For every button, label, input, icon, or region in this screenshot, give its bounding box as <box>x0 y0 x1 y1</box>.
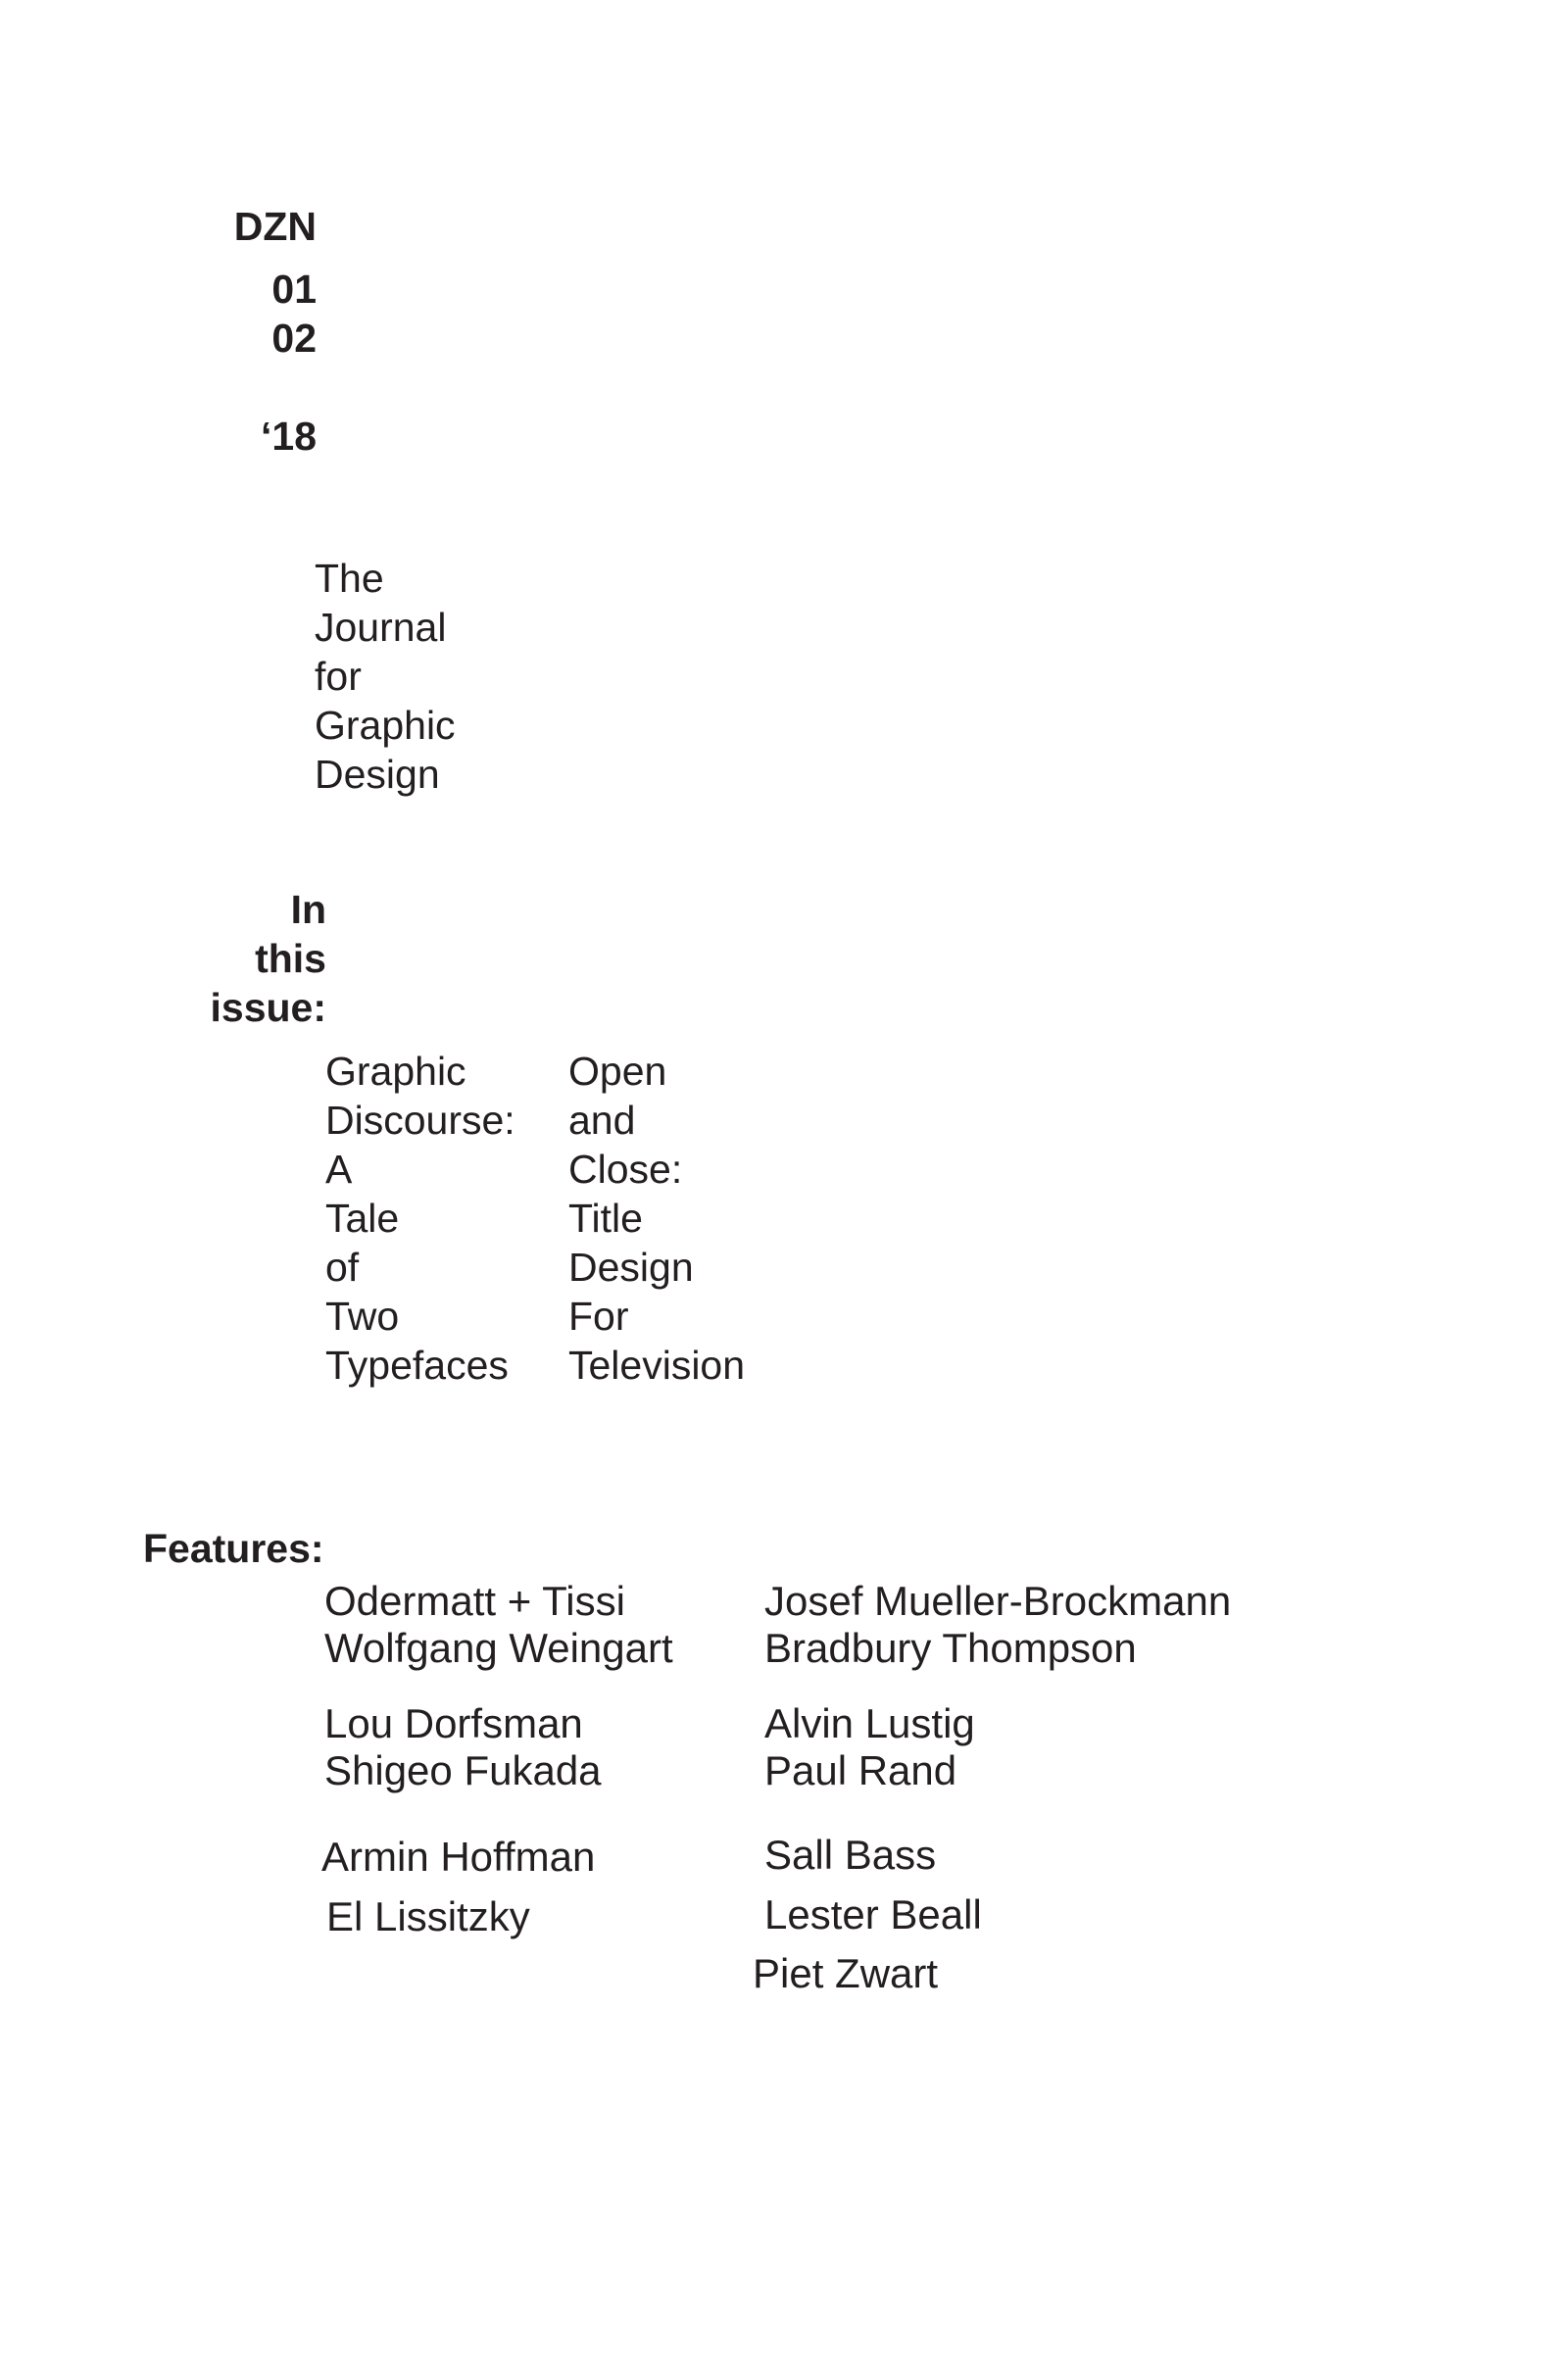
article-1-line: Tale <box>325 1196 400 1241</box>
article-2-line: For <box>568 1294 629 1339</box>
feature-name: Lester Beall <box>764 1891 982 1937</box>
issue-heading-line-2: this <box>255 936 326 981</box>
features-heading: Features: <box>143 1526 324 1571</box>
feature-name: Alvin Lustig <box>764 1700 975 1746</box>
feature-name: Paul Rand <box>764 1747 957 1793</box>
feature-name: Armin Hoffman <box>321 1834 596 1880</box>
feature-name: Shigeo Fukada <box>324 1747 602 1793</box>
article-1-line: Graphic <box>325 1049 466 1094</box>
article-1-line: A <box>325 1147 353 1192</box>
article-1-line: Two <box>325 1294 400 1339</box>
article-2-line: Design <box>568 1245 694 1290</box>
feature-name: Wolfgang Weingart <box>324 1625 673 1671</box>
tagline-line-2: Journal <box>315 605 447 650</box>
feature-name: Piet Zwart <box>753 1950 939 1996</box>
tagline-line-4: Graphic <box>315 703 456 748</box>
issue-year: ‘18 <box>261 414 317 459</box>
tagline-line-3: for <box>315 654 362 699</box>
tagline-line-5: Design <box>315 752 440 797</box>
article-2-line: Title <box>568 1196 643 1241</box>
feature-name: El Lissitzky <box>326 1893 530 1939</box>
feature-name: Lou Dorfsman <box>324 1700 583 1746</box>
article-1-line: of <box>325 1245 360 1290</box>
tagline-line-1: The <box>315 556 384 601</box>
feature-name: Josef Mueller-Brockmann <box>764 1578 1232 1624</box>
article-1-line: Discourse: <box>325 1098 515 1143</box>
article-1-line: Typefaces <box>325 1343 509 1388</box>
masthead-name: DZN <box>233 204 317 249</box>
feature-name: Odermatt + Tissi <box>324 1578 625 1624</box>
article-2-line: Television <box>568 1343 746 1388</box>
issue-heading-line-3: issue: <box>210 985 326 1030</box>
article-2-line: Close: <box>568 1147 683 1192</box>
issue-number-2: 02 <box>271 316 317 361</box>
article-2-line: Open <box>568 1049 667 1094</box>
article-2-line: and <box>568 1098 636 1143</box>
issue-heading-line-1: In <box>290 887 326 932</box>
feature-name: Bradbury Thompson <box>764 1625 1137 1671</box>
feature-name: Sall Bass <box>764 1832 937 1878</box>
issue-number: 01 <box>271 267 317 312</box>
